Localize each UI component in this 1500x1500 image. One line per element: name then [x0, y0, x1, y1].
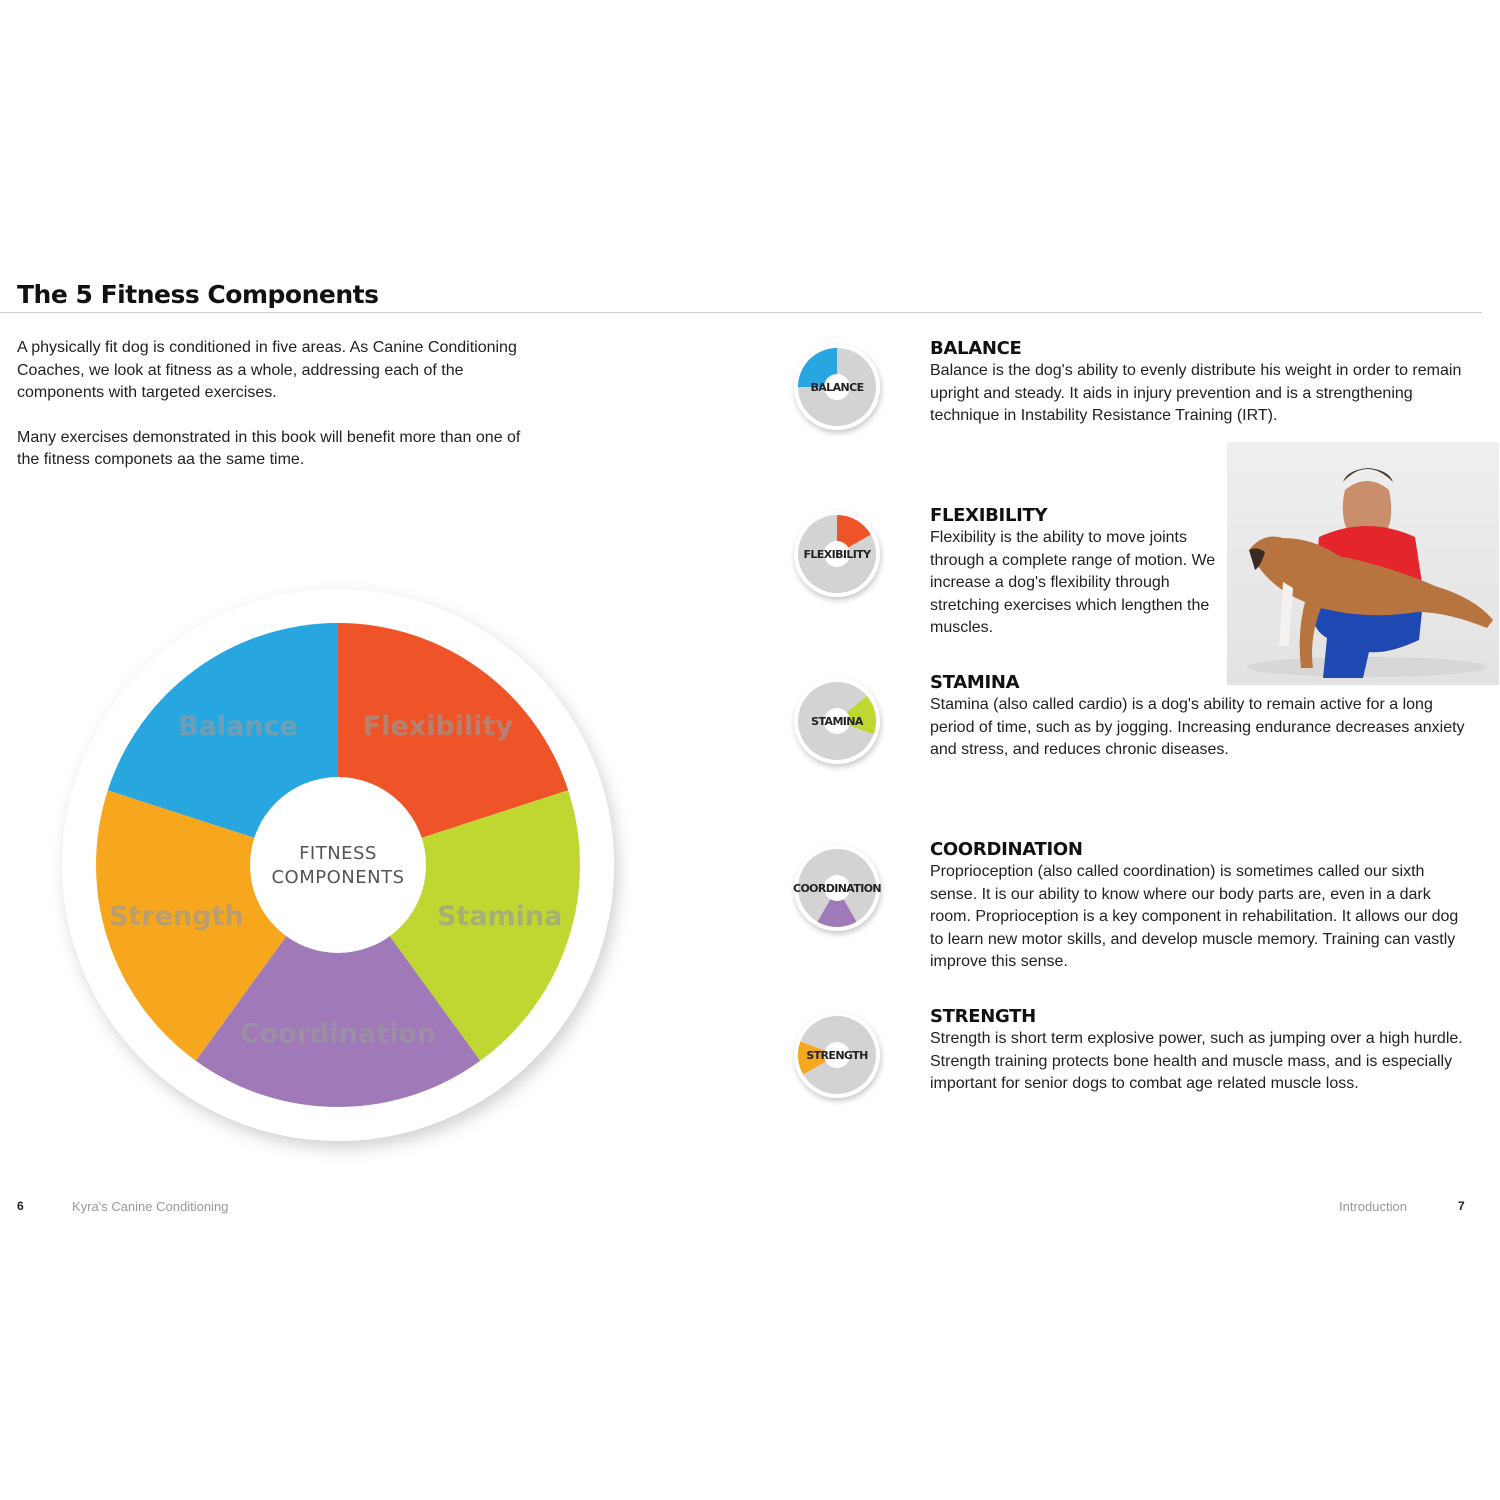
balance-icon — [790, 340, 890, 440]
wheel-label-balance: Balance — [178, 710, 298, 742]
page-title: The 5 Fitness Components — [17, 280, 379, 309]
strength-section — [930, 1006, 1470, 1096]
title-divider — [0, 312, 1482, 313]
wheel-center-label: FITNESS — [299, 843, 377, 864]
icon-label: BALANCE — [810, 381, 864, 394]
coordination-section — [930, 839, 1470, 974]
wheel-center-hub — [250, 777, 426, 953]
fitness-components-wheel — [40, 570, 640, 1170]
section-heading: BALANCE — [930, 338, 1022, 359]
strength-icon — [790, 1008, 890, 1108]
left-page-number: 6 — [17, 1199, 24, 1213]
wheel-label-stamina: Stamina — [436, 901, 563, 933]
wheel-label-strength: Strength — [108, 901, 244, 933]
right-page-number: 7 — [1458, 1199, 1465, 1213]
section-body: Balance is the dog's ability to evenly distribute his weight in order to remain upright and steady. It aids in injury prevention and is a strengthening technique in Instability Resistance Training (IRT). — [930, 362, 1462, 424]
left-running-title: Kyra's Canine Conditioning — [72, 1199, 229, 1214]
flexibility-section — [930, 505, 1222, 640]
icon-label: COORDINATION — [793, 882, 882, 895]
section-body: Proprioception (also called coordination) is sometimes called our sixth sense. It is our ability to know where our body parts are, even in a dark room. Proprioception is a key component in rehabilitation. It allows our dog to learn new motor skills, and develop muscle memory. Training can vastly improve this sense. — [930, 863, 1459, 970]
stamina-section — [930, 672, 1470, 762]
right-running-title: Introduction — [1339, 1199, 1407, 1214]
section-heading: STRENGTH — [930, 1006, 1036, 1027]
intro-text — [17, 337, 537, 494]
section-body: Strength is short term explosive power, such as jumping over a high hurdle. Strength training protects bone health and muscle mass, and is especially important for senior dogs to combat age related muscle loss. — [930, 1030, 1463, 1092]
section-heading: COORDINATION — [930, 839, 1083, 860]
wheel-label-flexibility: Flexibility — [362, 710, 514, 742]
trainer-stretching-dog-photo — [1227, 442, 1499, 685]
flexibility-icon — [790, 507, 890, 607]
icon-label: FLEXIBILITY — [803, 548, 871, 561]
balance-section — [930, 338, 1470, 428]
section-heading: STAMINA — [930, 672, 1020, 693]
icon-label: STAMINA — [811, 715, 863, 728]
icon-label: STRENGTH — [806, 1049, 868, 1062]
coordination-icon — [790, 841, 890, 941]
section-body: Flexibility is the ability to move joints through a complete range of motion. We increase a dog's flexibility through stretching exercises which lengthen the muscles. — [930, 529, 1216, 636]
section-body: Stamina (also called cardio) is a dog's ability to remain active for a long period of time, such as by jogging. Increasing endurance decreases anxiety and stress, and reduces chronic diseases. — [930, 696, 1465, 758]
wheel-label-coordination: Coordination — [239, 1018, 437, 1050]
wheel-center-label: COMPONENTS — [271, 867, 405, 888]
section-heading: FLEXIBILITY — [930, 505, 1048, 526]
intro-paragraph: A physically fit dog is conditioned in five areas. As Canine Conditioning Coaches, we look at fitness as a whole, addressing each of the components with targeted exercises. — [17, 339, 517, 401]
stamina-icon — [790, 674, 890, 774]
intro-paragraph: Many exercises demonstrated in this book will benefit more than one of the fitness componets aa the same time. — [17, 428, 521, 468]
